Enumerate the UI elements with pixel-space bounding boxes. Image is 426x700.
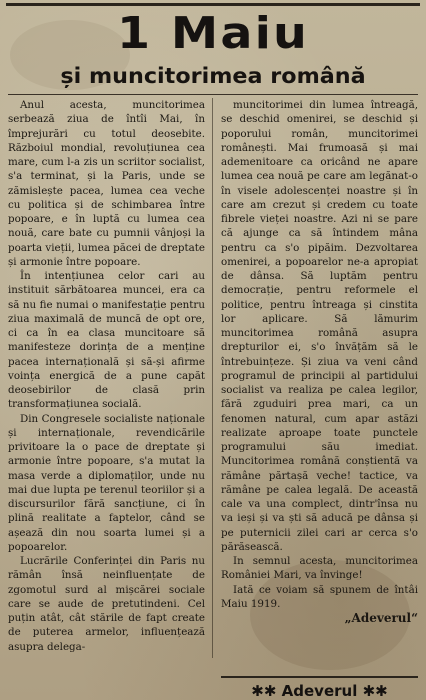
article-paragraph: În intențiunea celor cari au instituit sărbătoarea muncei, era ca să nu fie numai o manifestație pentru ziua maximală de muncă de opt ore, ci ca în ea clasa muncitoare să manifesteze dorința de a menține pacea internațională și să-și afirme voința energică de a pune capăt deosebirilor de clasă prin transformațiunea socială.	[8, 270, 205, 411]
article-paragraph: In semnul acesta, muncitorimea României Mari, va învinge!	[221, 555, 418, 582]
article-column-right	[221, 98, 418, 625]
article-column-left	[8, 98, 205, 654]
article-signature: „Adeverul“	[344, 611, 418, 625]
article-subheadline: și muncitorimea română	[60, 64, 366, 88]
footer-rule	[221, 676, 418, 678]
article-paragraph: muncitorimei din lumea întreagă, se deschid omenirei, se deschid și poporului român, muncitorimei românești. Mai frumoasă și mai ademenitoare ca oricând ne apare lumea cea nouă pe care am legănat-o în visele adolescenței noastre și în care am crezut și credem cu toate fibrele vieței noastre. Azi ni se pare că ajunge ca să întindem mâna pentru ca s'o pipăim. Dezvoltarea omenirei, a popoarelor ne-a apropiat de dânsa. Să luptăm pentru democrație, pentru reformele el politice, pentru întreaga și cinstita lor aplicare. Să lămurim muncitorimea română asupra drepturilor ei, s'o învățăm să le întrebuințeze. Și ziua va veni când programul de principii al partidului socialist va realiza pe calea legilor, fără zguduiri prea mari, ca un fenomen natural, cum apar astăzi realizate aproape toate punctele programului său imediat. Muncitorimea română conștientă va rămâne părtașă veche! tactice, va rămâne pe calea legală. De această cale va una complect, dintr'însa nu va ieși și va ști să aducă pe dânsa și pe puternicii zilei cari ar cerca s'o părăsească.	[221, 99, 418, 553]
headline-divider	[8, 94, 418, 95]
article-paragraph: Din Congresele socialiste naționale și internaționale, revendicările privitoare la o pace de dreptate și armonie între popoare, s'a mutat la masa verde a diplomaților, unde nu mai due lupta pe terenul teoriilor și a discursurilor fără sancțiune, ci în plină realitate a faptelor, când se așează din nou soarta lumei și a popoarelor.	[8, 412, 205, 553]
column-divider	[212, 98, 213, 658]
article-paragraph: Anul acesta, muncitorimea serbează ziua de întîi Mai, în împrejurări cu totul deosebite. Războiul mondial, revoluțiunea cea mare, cum l-a zis un scriitor socialist, s'a terminat, și la Paris, unde se zămislește pacea, lumea cea veche cu politica și de schimbarea între popoare, e în luptă cu lumea cea nouă, care bate cu pumnii vânjoși la poarta vieții, lumea păcei de dreptate și armonie între popoare.	[8, 99, 205, 268]
article-headline: 1 Maiu	[116, 8, 310, 59]
article-paragraph: Lucrările Conferinței din Paris nu rămân însă neinfluențate de zgomotul surd al mișcărei sociale care se aude de pretutindeni. Cel puțin atât, cât stările de fapt create de puterea armelor, influențează asupra delega-	[8, 555, 205, 653]
article-paragraph: Iată ce voiam să spunem de întâi Maiu 1919.	[221, 583, 418, 610]
footer-banner: ✱✱ Adeverul ✱✱	[251, 682, 388, 700]
top-rule	[6, 3, 420, 6]
